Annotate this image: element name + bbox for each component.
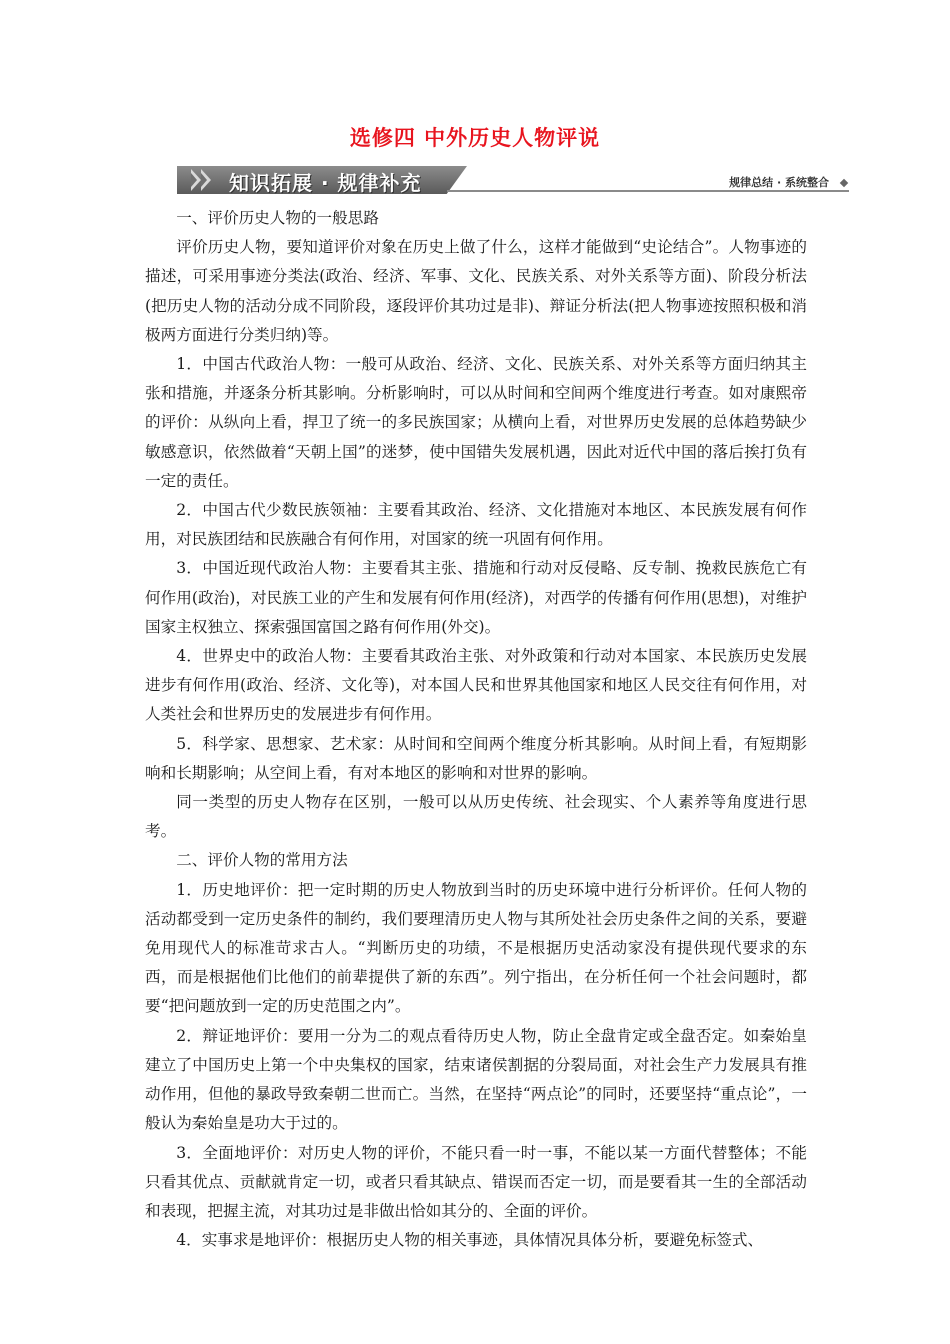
section-banner [177,166,849,196]
paragraph: 5．科学家、思想家、艺术家：从时间和空间两个维度分析其影响。从时间上看，有短期影响和长期影响；从空间上看，有对本地区的影响和对世界的影响。 [145,734,807,782]
banner-subtitle: 规律总结 · 系统整合 [729,176,829,189]
section-heading: 二、评价人物的常用方法 [176,851,348,870]
paragraph: 同一类型的历史人物存在区别，一般可以从历史传统、社会现实、个人素养等角度进行思考。 [145,793,807,841]
diamond-icon [840,179,848,187]
section-heading: 一、评价历史人物的一般思路 [176,209,379,227]
page-title: 选修四 中外历史人物评说 [349,126,601,150]
paragraph: 评价历史人物，要知道评价对象在历史上做了什么，这样才能做到“史论结合”。人物事迹的描述，可采用事迹分类法(政治、经济、军事、文化、民族关系、对外关系等方面)、阶段分析法(把历史人物的活动分成不同阶段，逐段评价其功过是非)、辩证分析法(把人物事迹按照积极和消极两方面进行分类归纳)等。 [145,238,807,344]
paragraph: 2．中国古代少数民族领袖：主要看其政治、经济、文化措施对本地区、本民族发展有何作用，对民族团结和民族融合有何作用，对国家的统一巩固有何作用。 [145,501,807,549]
chevron-right-icon-inner [191,173,197,187]
banner-title: 知识拓展 · 规律补充 [229,171,422,195]
paragraph: 1．历史地评价：把一定时期的历史人物放到当时的历史环境中进行分析评价。任何人物的活动都受到一定历史条件的制约，我们要理清历史人物与其所处社会历史条件之间的关系，要避免用现代人的标准苛求古人。“判断历史的功绩，不是根据历史活动家没有提供现代要求的东西，而是根据他们比他们的前辈提供了新的东西”。列宁指出，在分析任何一个社会问题时，都要“把问题放到一定的历史范围之内”。 [145,880,807,1016]
paragraph: 4．世界史中的政治人物：主要看其政治主张、对外政策和行动对本国家、本民族历史发展进步有何作用(政治、经济、文化等)，对本国人民和世界其他国家和地区人民交往有何作用，对人类社会和世界历史的发展进步有何作用。 [145,647,807,724]
paragraph: 2．辩证地评价：要用一分为二的观点看待历史人物，防止全盘肯定或全盘否定。如秦始皇建立了中国历史上第一个中央集权的国家，结束诸侯割据的分裂局面，对社会生产力发展具有推动作用，但他的暴政导致秦朝二世而亡。当然，在坚持“两点论”的同时，还要坚持“重点论”，一般认为秦始皇是功大于过的。 [145,1026,807,1133]
paragraph: 3．全面地评价：对历史人物的评价，不能只看一时一事，不能以某一方面代替整体；不能只看其优点、贡献就肯定一切，或者只看其缺点、错误而否定一切，而是要看其一生的全部活动和表现，把握主流，对其功过是非做出恰如其分的、全面的评价。 [145,1143,807,1220]
paragraph: 3．中国近现代政治人物：主要看其主张、措施和行动对反侵略、反专制、挽救民族危亡有何作用(政治)，对民族工业的产生和发展有何作用(经济)，对西学的传播有何作用(思想)，对维护国家主权独立、探索强国富国之路有何作用(外交)。 [145,559,807,636]
document-body [145,204,807,1255]
paragraph: 4．实事求是地评价：根据历史人物的相关事迹，具体情况具体分析，要避免标签式、 [176,1231,764,1250]
paragraph: 1．中国古代政治人物：一般可从政治、经济、文化、民族关系、对外关系等方面归纳其主张和措施，并逐条分析其影响。分析影响时，可以从时间和空间两个维度进行考查。如对康熙帝的评价：从纵向上看，捍卫了统一的多民族国家；从横向上看，对世界历史发展的总体趋势缺少敏感意识，依然做着“天朝上国”的迷梦，使中国错失发展机遇，因此对近代中国的落后挨打负有一定的责任。 [145,355,807,490]
banner-divider [447,190,849,192]
chevron-right-icon-inner [201,173,207,187]
